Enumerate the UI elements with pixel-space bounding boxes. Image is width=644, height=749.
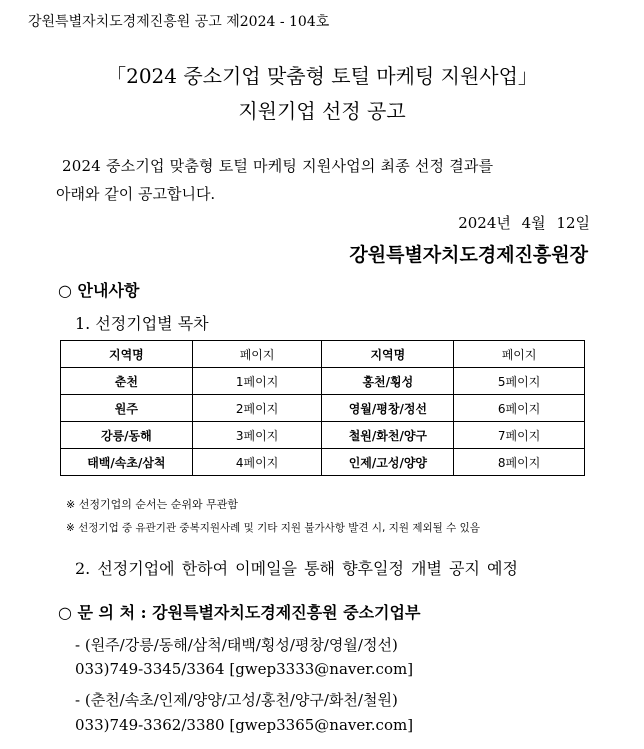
- contact-heading: ○ 문 의 처 : 강원특별자치도경제진흥원 중소기업부: [58, 603, 421, 622]
- region-cell: 철원/화천/양구: [322, 422, 454, 449]
- section-heading-guide: ○ 안내사항: [58, 281, 140, 300]
- item-2-heading: 2. 선정기업에 한하여 이메일을 통해 향후일정 개별 공지 예정: [75, 559, 518, 578]
- region-cell: 태백/속초/삼척: [61, 449, 193, 476]
- table-row: [61, 368, 585, 395]
- intro-text-line-1: 2024 중소기업 맞춤형 토털 마케팅 지원사업의 최종 선정 결과를: [62, 157, 494, 175]
- intro-text-line-2: 아래와 같이 공고합니다.: [56, 185, 216, 203]
- table-row: [61, 449, 585, 476]
- announcement-date: 2024년 4월 12일: [458, 214, 590, 232]
- item-1-heading: 1. 선정기업별 목차: [75, 314, 209, 333]
- page-cell: 8페이지: [454, 449, 585, 476]
- region-cell: 영월/평창/정선: [322, 395, 454, 422]
- note-order: ※ 선정기업의 순서는 순위와 무관함: [66, 498, 238, 511]
- table-row: [61, 395, 585, 422]
- header-region: 지역명: [322, 341, 454, 368]
- contact-group-2-regions: - (춘천/속초/인제/양양/고성/홍천/양구/화천/철원): [75, 691, 398, 709]
- region-cell: 인제/고성/양양: [322, 449, 454, 476]
- issuer-name: 강원특별자치도경제진흥원장: [349, 244, 588, 266]
- page-subtitle: 지원기업 선정 공고: [238, 99, 406, 123]
- page-cell: 4페이지: [192, 449, 322, 476]
- contact-group-2-phone: 033)749-3362/3380 [gwep3365@naver.com]: [75, 716, 414, 734]
- contact-group-1-regions: - (원주/강릉/동해/삼척/태백/횡성/평창/영월/정선): [75, 636, 398, 654]
- region-page-table: [60, 340, 585, 476]
- page-title: 「2024 중소기업 맞춤형 토털 마케팅 지원사업」: [106, 64, 538, 88]
- region-cell: 홍천/횡성: [322, 368, 454, 395]
- region-cell: 춘천: [61, 368, 193, 395]
- header-page: 페이지: [454, 341, 585, 368]
- table-header-row: [61, 341, 585, 368]
- page-cell: 2페이지: [192, 395, 322, 422]
- document-number: 강원특별자치도경제진흥원 공고 제2024 - 104호: [28, 14, 330, 30]
- header-region: 지역명: [61, 341, 193, 368]
- page-cell: 6페이지: [454, 395, 585, 422]
- header-page: 페이지: [192, 341, 322, 368]
- page-cell: 3페이지: [192, 422, 322, 449]
- page-cell: 5페이지: [454, 368, 585, 395]
- note-exclusion: ※ 선정기업 중 유관기관 중복지원사례 및 기타 지원 불가사항 발견 시, 지원 제외될 수 있음: [66, 522, 480, 534]
- page-cell: 1페이지: [192, 368, 322, 395]
- page-cell: 7페이지: [454, 422, 585, 449]
- region-cell: 강릉/동해: [61, 422, 193, 449]
- region-cell: 원주: [61, 395, 193, 422]
- table-row: [61, 422, 585, 449]
- contact-group-1-phone: 033)749-3345/3364 [gwep3333@naver.com]: [75, 660, 414, 678]
